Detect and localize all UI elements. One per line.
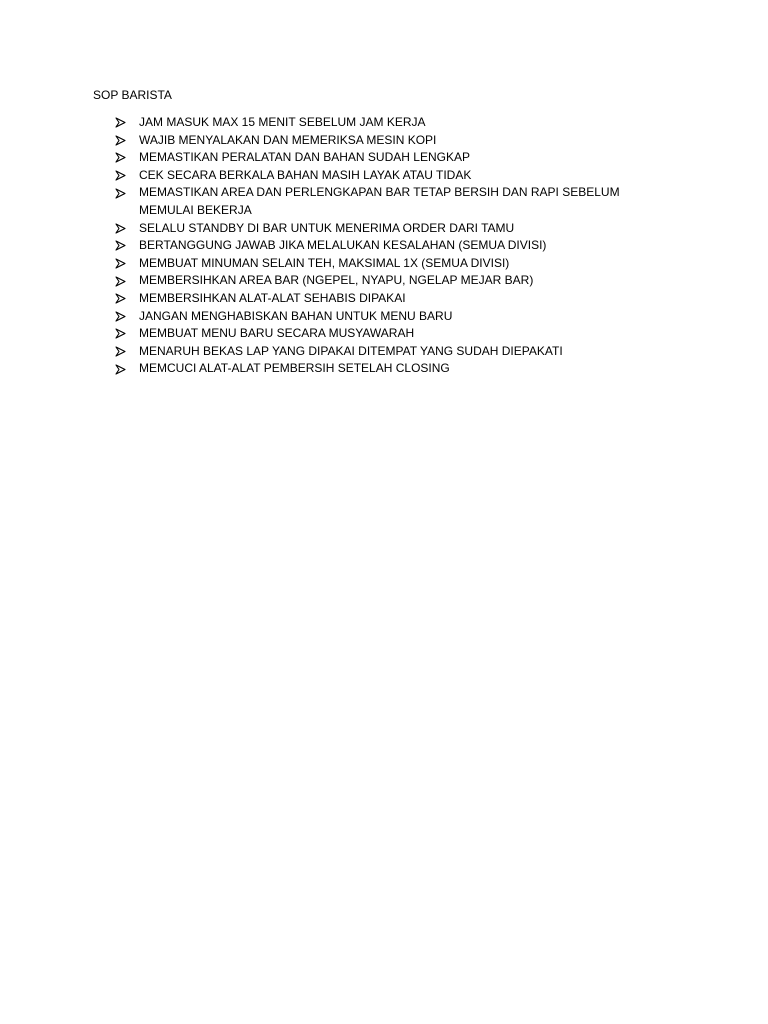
- arrow-bullet-icon: [115, 220, 139, 238]
- arrow-bullet-icon: [115, 255, 139, 273]
- list-item: [115, 255, 675, 273]
- arrow-bullet-icon: [115, 167, 139, 185]
- document-title: SOP BARISTA: [93, 88, 172, 102]
- arrow-bullet-icon: [115, 237, 139, 255]
- arrow-bullet-icon: [115, 290, 139, 308]
- list-item: [115, 325, 675, 343]
- arrow-bullet-icon: [115, 325, 139, 343]
- list-item: [115, 114, 675, 132]
- list-item-text: MEMBUAT MENU BARU SECARA MUSYAWARAH: [139, 326, 415, 341]
- arrow-bullet-icon: [115, 360, 139, 378]
- list-item: [115, 184, 675, 219]
- arrow-bullet-icon: [115, 149, 139, 167]
- list-item-text: MENARUH BEKAS LAP YANG DIPAKAI DITEMPAT YANG SUDAH DIEPAKATI: [139, 343, 563, 358]
- list-item-text: MEMASTIKAN PERALATAN DAN BAHAN SUDAH LENGKAP: [139, 150, 470, 165]
- list-item: [115, 272, 675, 290]
- arrow-bullet-icon: [115, 272, 139, 290]
- list-item: [115, 360, 675, 378]
- list-item-text: MEMBERSIHKAN ALAT-ALAT SEHABIS DIPAKAI: [139, 290, 406, 305]
- arrow-bullet-icon: [115, 308, 139, 326]
- list-item-text: MEMBERSIHKAN AREA BAR (NGEPEL, NYAPU, NGELAP MEJAR BAR): [139, 273, 534, 288]
- list-item: [115, 167, 675, 185]
- list-item: [115, 149, 675, 167]
- list-item: [115, 237, 675, 255]
- list-item-text: MEMCUCI ALAT-ALAT PEMBERSIH SETELAH CLOSING: [139, 361, 450, 376]
- list-item-text: BERTANGGUNG JAWAB JIKA MELALUKAN KESALAHAN (SEMUA DIVISI): [139, 238, 547, 253]
- arrow-bullet-icon: [115, 343, 139, 361]
- list-item: [115, 220, 675, 238]
- arrow-bullet-icon: [115, 114, 139, 132]
- list-item: [115, 343, 675, 361]
- sop-list: [115, 114, 675, 378]
- list-item-text: JAM MASUK MAX 15 MENIT SEBELUM JAM KERJA: [139, 115, 426, 129]
- list-item-text: MEMASTIKAN AREA DAN PERLENGKAPAN BAR TETAP BERSIH DAN RAPI SEBELUM MEMULAI BEKERJA: [139, 185, 620, 217]
- list-item-text: JANGAN MENGHABISKAN BAHAN UNTUK MENU BARU: [139, 308, 453, 323]
- list-item-text: WAJIB MENYALAKAN DAN MEMERIKSA MESIN KOPI: [139, 132, 437, 147]
- list-item: [115, 290, 675, 308]
- list-item: [115, 132, 675, 150]
- list-item: [115, 308, 675, 326]
- list-item-text: CEK SECARA BERKALA BAHAN MASIH LAYAK ATAU TIDAK: [139, 167, 472, 182]
- arrow-bullet-icon: [115, 132, 139, 150]
- list-item-text: SELALU STANDBY DI BAR UNTUK MENERIMA ORDER DARI TAMU: [139, 220, 515, 235]
- arrow-bullet-icon: [115, 184, 139, 202]
- list-item-text: MEMBUAT MINUMAN SELAIN TEH, MAKSIMAL 1X (SEMUA DIVISI): [139, 255, 510, 270]
